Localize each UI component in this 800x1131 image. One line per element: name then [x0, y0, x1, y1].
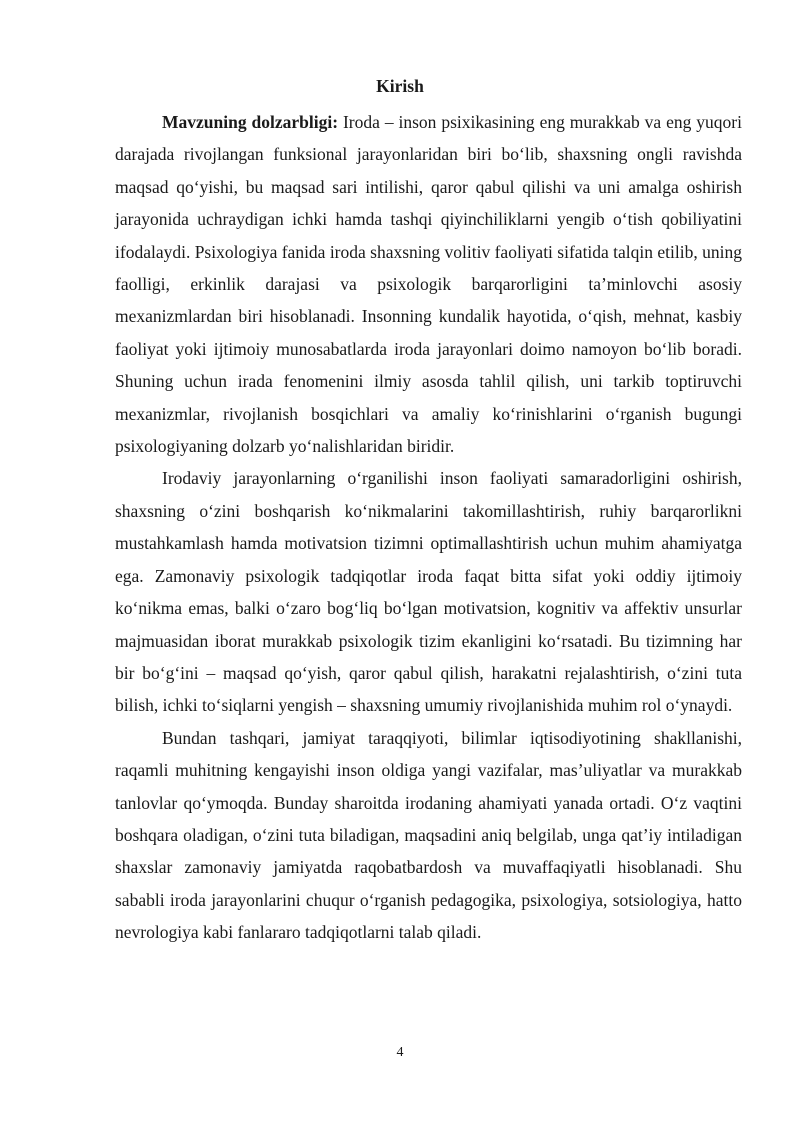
- paragraph-society: [115, 722, 742, 949]
- paragraph-text: Bundan tashqari, jamiyat taraqqiyoti, bilimlar iqtisodiyotining shakllanishi, raqamli muhitning kengayishi inson oldiga yangi vazifalar, mas’uliyatlar va murakkab tanlovlar qo‘ymoqda. Bunday sharoitda irodaning ahamiyati yanada ortadi. O‘z vaqtini boshqara oladigan, o‘zini tuta biladigan, maqsadini aniq belgilab, unga qat’iy intiladigan shaxslar zamonaviy jamiyatda raqobatbardosh va muvaffaqiyatli hisoblanadi. Shu sababli iroda jarayonlarini chuqur o‘rganish pedagogika, psixologiya, sotsiologiya, hatto nevrologiya kabi fanlararo tadqiqotlarni talab qiladi.: [115, 727, 742, 943]
- paragraph-relevance: [115, 106, 742, 462]
- paragraph-text: Iroda – inson psixikasining eng murakkab va eng yuqori darajada rivojlangan funksional jarayonlaridan biri bo‘lib, shaxsning ongli ravishda maqsad qo‘yishi, bu maqsad sari intilishi, qaror qabul qilishi va uni amalga oshirish jarayonida uchraydigan ichki hamda tashqi qiyinchiliklarni yengib o‘tish qobiliyatini ifodalaydi. Psixologiya fanida iroda shaxsning volitiv faoliyati sifatida talqin etilib, uning faolligi, erkinlik darajasi va psixologik barqarorligini ta’minlovchi asosiy mexanizmlardan biri hisoblanadi. Insonning kundalik hayotida, o‘qish, mehnat, kasbiy faoliyat yoki ijtimoiy munosabatlarda iroda jarayonlari doimo namoyon bo‘lib boradi. Shuning uchun irada fenomenini ilmiy asosda tahlil qilish, uni tarkib toptiruvchi mexanizmlar, rivojlanish bosqichlari va amaliy ko‘rinishlarini o‘rganish bugungi psixologiyaning dolzarb yo‘nalishlaridan biridir.: [115, 112, 742, 457]
- section-title: Kirish: [376, 76, 424, 96]
- paragraph-lead: Mavzuning dolzarbligi:: [162, 112, 339, 132]
- page-number: 4: [396, 1045, 404, 1060]
- paragraph-volitional-processes: [115, 462, 742, 721]
- paragraph-text: Irodaviy jarayonlarning o‘rganilishi inson faoliyati samaradorligini oshirish, shaxsning o‘zini boshqarish ko‘nikmalarini takomillashtirish, ruhiy barqarorlikni mustahkamlash hamda motivatsion tizimni optimallashtirish uchun muhim ahamiyatga ega. Zamonaviy psixologik tadqiqotlar iroda faqat bitta sifat yoki oddiy ijtimoiy ko‘nikma emas, balki o‘zaro bog‘liq bo‘lgan motivatsion, kognitiv va affektiv unsurlar majmuasidan iborat murakkab psixologik tizim ekanligini ko‘rsatadi. Bu tizimning har bir bo‘g‘ini – maqsad qo‘yish, qaror qabul qilish, harakatni rejalashtirish, o‘zini tuta bilish, ichki to‘siqlarni yengish – shaxsning umumiy rivojlanishida muhim rol o‘ynaydi.: [115, 468, 742, 716]
- body-text: [115, 106, 742, 949]
